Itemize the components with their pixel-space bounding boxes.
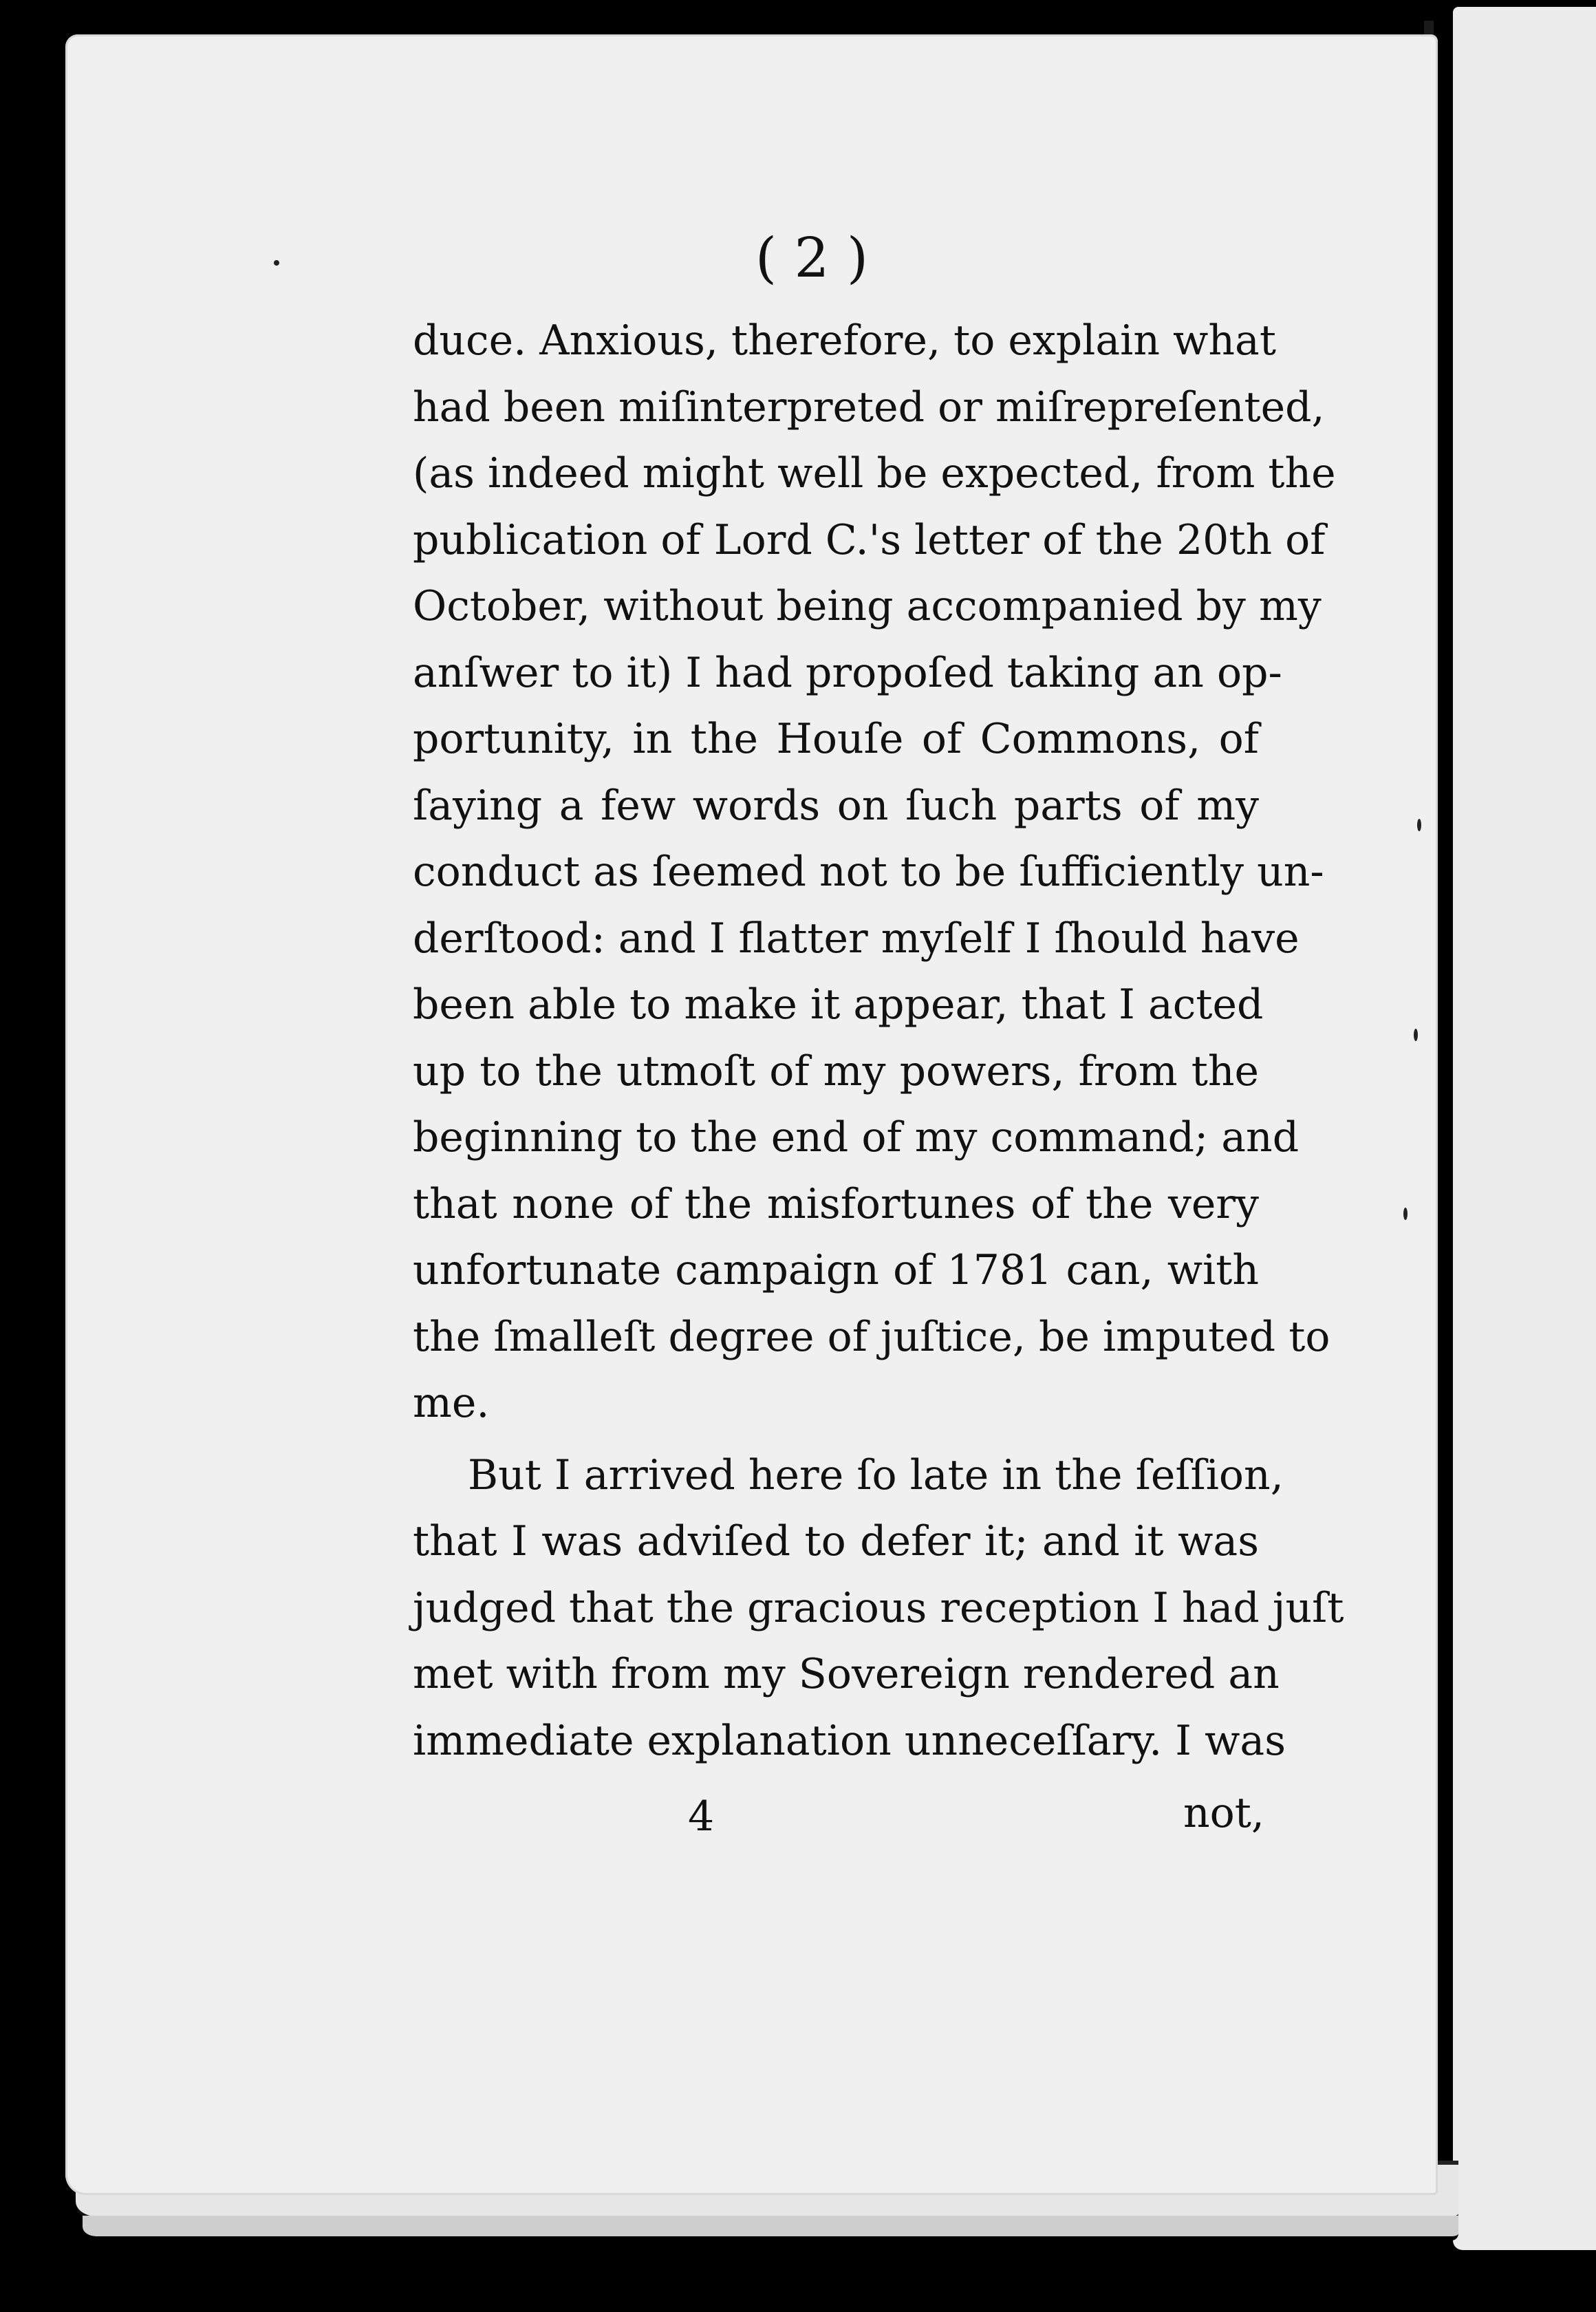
signature-mark: 4: [688, 1792, 715, 1841]
catchword: not,: [1183, 1789, 1264, 1837]
text-line: ſaying a few words on ſuch parts of my: [413, 781, 1259, 830]
text-line: conduct as ſeemed not to be ſufficiently un-: [413, 848, 1324, 896]
text-line: anſwer to it) I had propoſed taking an op-: [413, 648, 1282, 697]
text-line: portunity, in the Houſe of Commons, of: [413, 715, 1259, 763]
text-line: that none of the misfortunes of the very: [413, 1179, 1259, 1228]
speck: [1417, 819, 1421, 831]
text-line: (as indeed might well be expected, from the: [413, 449, 1336, 497]
text-line: But I arrived here ſo late in the ſeſſion,: [468, 1451, 1284, 1499]
text-line: had been miſinterpreted or miſrepreſented,: [413, 383, 1325, 431]
text-line: up to the utmoſt of my powers, from the: [413, 1047, 1259, 1095]
speck: [1414, 1029, 1418, 1041]
text-line: immediate explanation unneceſſary. I was: [413, 1716, 1286, 1765]
text-line: me.: [413, 1379, 490, 1427]
text-line: beginning to the end of my command; and: [413, 1113, 1300, 1162]
next-page-edge: [1453, 7, 1596, 2250]
text-line: been able to make it appear, that I acted: [413, 981, 1264, 1029]
text-line: that I was adviſed to defer it; and it was: [413, 1517, 1259, 1565]
text-line: the ſmalleſt degree of juſtice, be imputed to: [413, 1312, 1330, 1361]
speck: [1403, 1208, 1408, 1220]
text-line: duce. Anxious, therefore, to explain what: [413, 317, 1276, 365]
text-line: publication of Lord C.'s letter of the 20th of: [413, 515, 1326, 564]
text-line: October, without being accompanied by my: [413, 582, 1322, 630]
text-line: met with from my Sovereign rendered an: [413, 1650, 1280, 1698]
page-header: ( 2 ): [755, 226, 869, 290]
text-line: derſtood: and I flatter myſelf I ſhould have: [413, 914, 1300, 963]
text-line: judged that the gracious reception I had juſt: [413, 1583, 1344, 1632]
page-stack-edge-lower: [83, 2216, 1458, 2240]
speck: [274, 260, 279, 266]
text-line: unfortunate campaign of 1781 can, with: [413, 1246, 1259, 1294]
